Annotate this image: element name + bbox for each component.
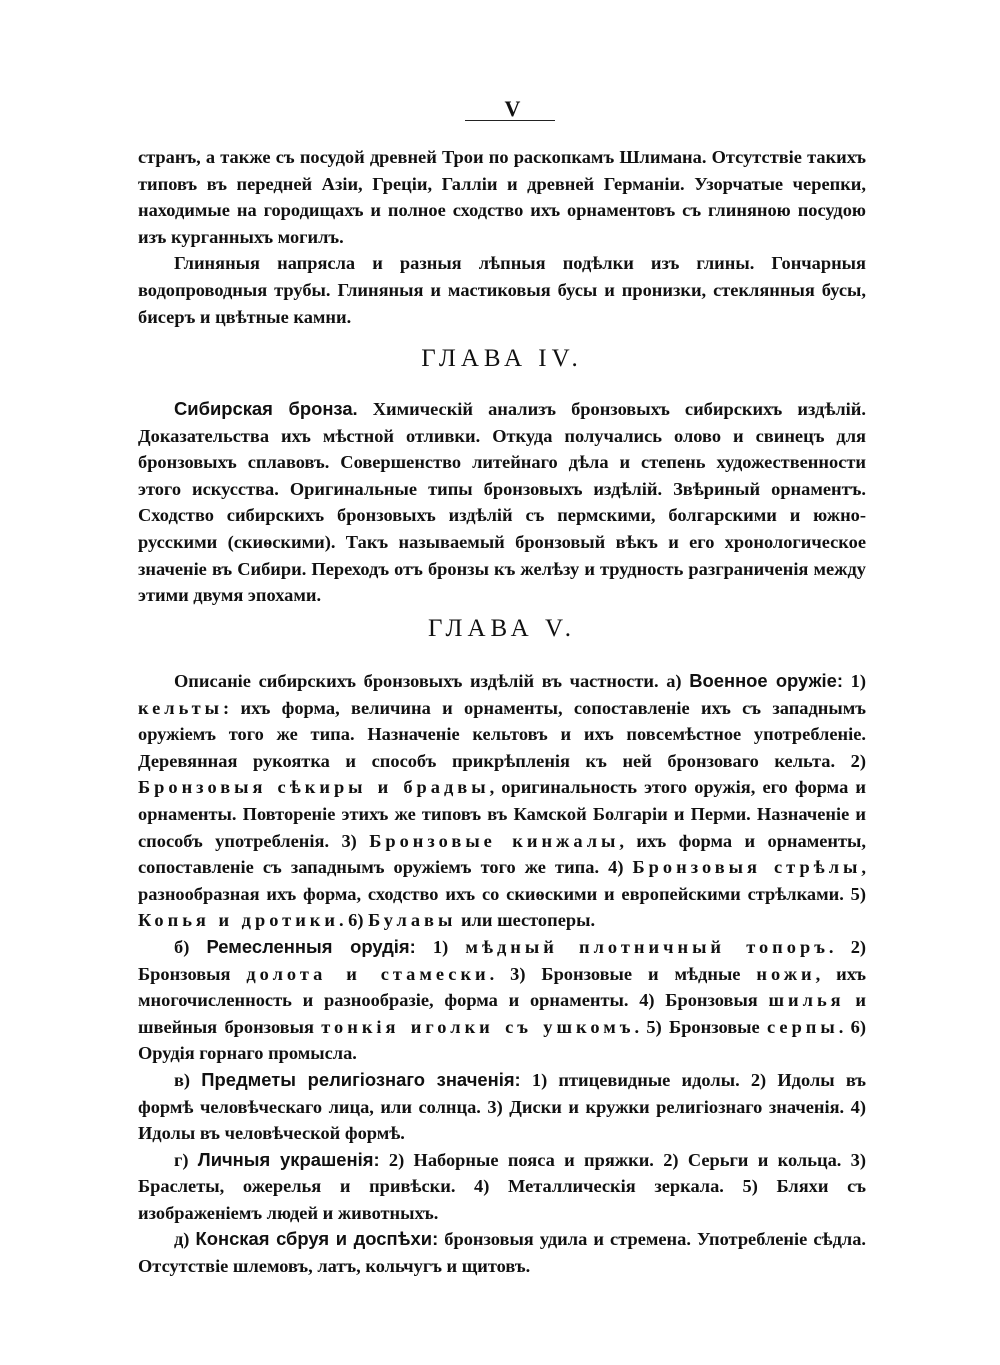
spaced-term: мѣдный плотничный топоръ [465, 936, 829, 957]
spaced-term: кельты [138, 697, 224, 718]
text-run: г) [174, 1149, 198, 1170]
text-run: , разнообразная ихъ форма, сходство ихъ со скиѳскими и европейскими стрѣлками. 5) [138, 857, 866, 904]
chapter-5-heading-wrap [138, 614, 866, 644]
text-run: 1) птицевидные идолы. 2) Идолы въ формѣ человѣческаго лица, или солнца. 3) Диски и кружки религіознаго значенія. 4) Идолы въ человѣческой формѣ. [138, 1069, 867, 1144]
chapter-5-heading: ГЛАВА V. [427, 615, 577, 642]
text-run: . 6) [338, 910, 369, 931]
text-run: . 2) Бронзовыя [138, 936, 867, 984]
text-run: 1) [843, 671, 866, 691]
text-run: . 6) Орудія горнаго промысла. [138, 1016, 866, 1064]
personal-ornaments-paragraph [138, 1147, 866, 1227]
text-run: . 3) Бронзовые и мѣдные [489, 963, 757, 984]
spaced-term: Булавы [368, 910, 457, 931]
military-weapons-lead: Военное оружіе: [689, 670, 843, 691]
clay-items-paragraph: Глиняныя напрясла и разныя лѣпныя подѣлки изъ глины. Гончарныя водопроводныя трубы. Глиняныя и мастиковыя бусы и пронизки, стеклянныя бусы, бисеръ и цвѣтные камни. [138, 253, 866, 327]
continuation-block [138, 144, 866, 330]
spaced-term: тонкія иголки съ ушкомъ [321, 1016, 635, 1037]
spaced-term: серпы [767, 1016, 839, 1037]
text-run: или шестоперы. [456, 910, 596, 931]
spaced-term: Бронзовые кинжалы [369, 830, 620, 851]
text-run: Описаніе сибирскихъ бронзовыхъ издѣлій въ частности. а) [174, 671, 690, 691]
text-run: 2) Наборные пояса и пряжки. 2) Серьги и кольца. 3) Браслеты, ожерелья и привѣски. 4) Металлическія зеркала. 5) Бляхи съ изображеніемъ людей и животныхъ. [138, 1149, 866, 1223]
chapter-4-heading-wrap [138, 344, 866, 374]
text-run: 1) [415, 936, 466, 957]
chapter-4-lead: Сибирская бронза. [174, 398, 358, 419]
text-run: бронзовыя удила и стремена. Употребленіе сѣдла. Отсутствіе шлемовъ, латъ, кольчугъ и щитовъ. [138, 1229, 866, 1277]
text-run: и швейныя бронзовыя [138, 990, 866, 1037]
chapter-4-heading: ГЛАВА IV. [421, 345, 583, 372]
spaced-term: ножи [756, 963, 816, 984]
page-number: V [504, 96, 522, 121]
religious-items-paragraph [138, 1067, 866, 1147]
chapter-5-block [138, 668, 866, 1280]
military-weapons-paragraph [138, 668, 866, 934]
continuation-paragraph: странъ, а также съ посудой древней Трои по раскопкамъ Шлимана. Отсутствіе такихъ типовъ въ передней Азіи, Греціи, Галліи и древней Германіи. Узорчатые черепки, находимые на городищахъ и полное сходство ихъ орнаментовъ съ глиняною посудою изъ курганныхъ могилъ. [138, 147, 866, 247]
text-run: , ихъ форма и орнаменты, сопоставленіе съ западнымъ оружіемъ того же типа. 4) [138, 830, 867, 878]
craft-tools-paragraph [138, 934, 866, 1067]
horse-harness-paragraph [138, 1226, 866, 1279]
horse-harness-lead: Конская сбруя и доспѣхи: [195, 1228, 439, 1250]
personal-ornaments-lead: Личныя украшенія: [197, 1148, 380, 1170]
spaced-term: долота и стамески [246, 963, 490, 984]
text-run: : ихъ форма, величина и орнаменты, сопоставленіе ихъ съ западнымъ оружіемъ того же типа. Назначеніе кельтовъ и ихъ повсемѣстное употребленіе. Деревянная рукоятка и способъ прикрѣпленія къ ней бронзоваго кельта. 2) [138, 697, 866, 771]
religious-items-lead: Предметы религіознаго значенія: [201, 1068, 521, 1090]
text-run: , оригинальность этого оружія, его форма и орнаменты. Повтореніе этихъ же типовъ въ Камской Болгаріи и Перми. Назначеніе и способъ употребленія. 3) [138, 777, 866, 851]
spaced-term: шилья [768, 990, 845, 1011]
spaced-term: Копья и дротики [138, 910, 339, 931]
chapter-4-block [138, 396, 866, 609]
craft-tools-lead: Ремесленныя орудія: [206, 935, 416, 957]
chapter-4-text: Химическій анализъ бронзовыхъ сибирскихъ издѣлій. Доказательства ихъ мѣстной отливки. Откуда получались олово и свинецъ для бронзовыхъ сплавовъ. Совершенство литейнаго дѣла и степень художественности этого искусства. Оригинальные типы бронзовыхъ издѣлій. Звѣриный орнаментъ. Сходство сибирскихъ бронзовыхъ издѣлій съ пермскими, болгарскими и южно-русскими (скиѳскими). Такъ называемый бронзовый вѣкъ и его хронологическое значеніе въ Сибири. Переходъ отъ бронзы къ желѣзу и трудность разграниченія между этими двумя эпохами. [138, 399, 866, 606]
text-run: , ихъ многочисленность и разнообразіе, форма и орнаменты. 4) Бронзовыя [138, 963, 866, 1011]
text-run: д) [174, 1229, 196, 1250]
text-run: б) [174, 936, 207, 957]
text-run: . 5) Бронзовые [634, 1016, 768, 1037]
spaced-term: Бронзовыя стрѣлы [632, 857, 862, 878]
page-number-rule [465, 120, 555, 121]
spaced-term: Бронзовыя сѣкиры и брадвы [138, 777, 490, 798]
text-run: в) [174, 1069, 202, 1090]
chapter-4-summary [138, 396, 866, 609]
